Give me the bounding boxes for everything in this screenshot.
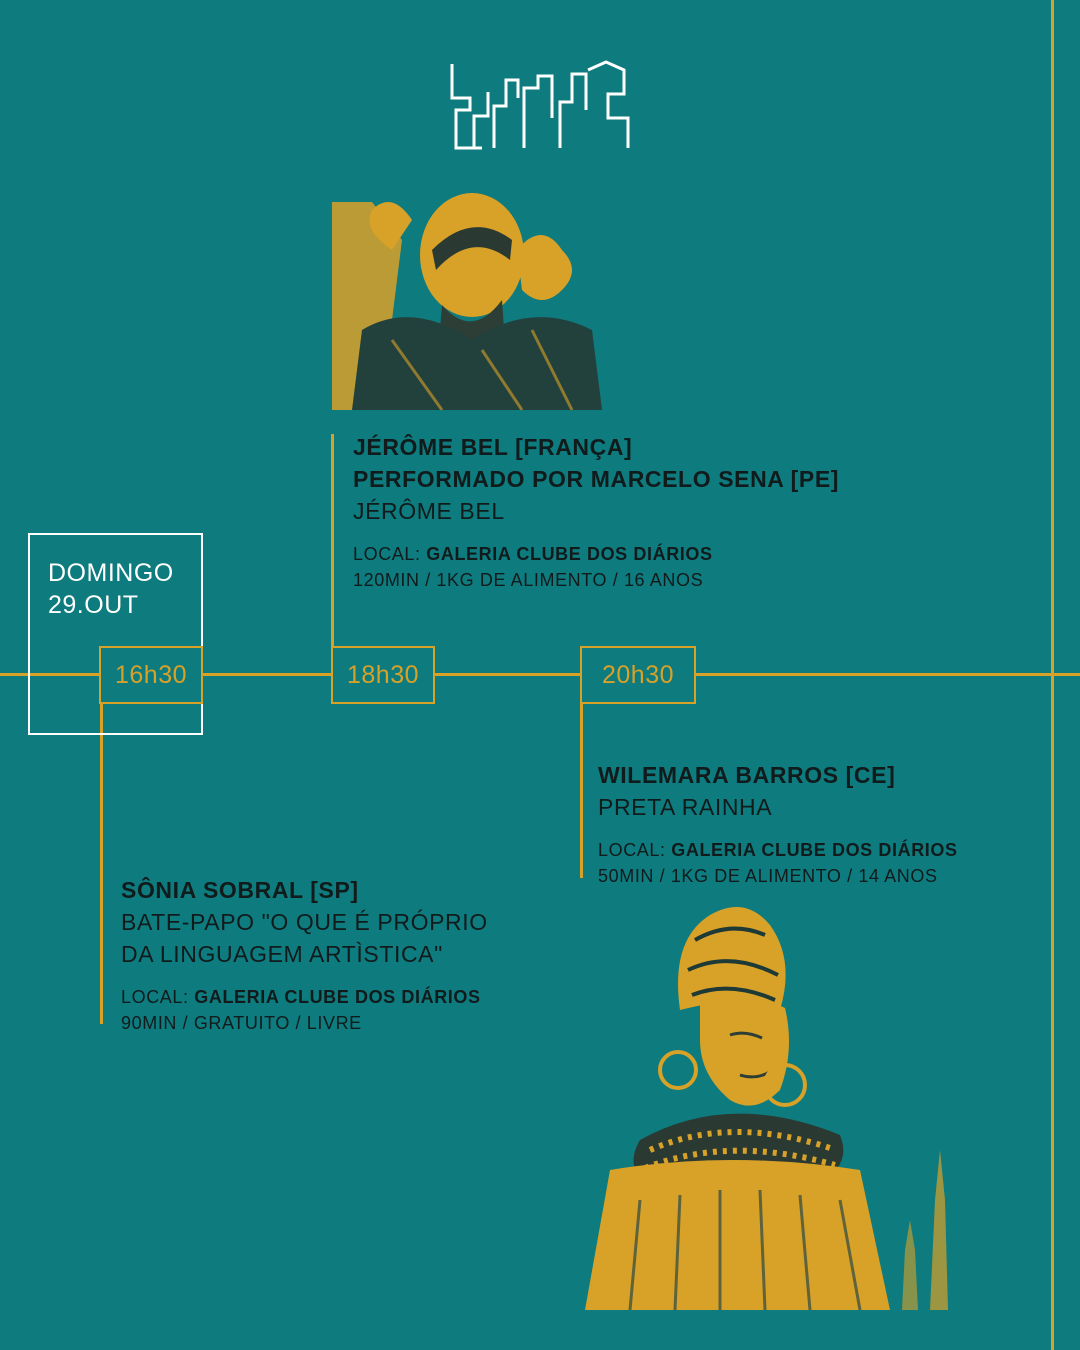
event-1630-local: LOCAL: GALERIA CLUBE DOS DIÁRIOS xyxy=(121,987,481,1007)
connector-line-1830 xyxy=(331,434,334,674)
time-box-2030: 20h30 xyxy=(580,646,696,704)
event-1630-artist: SÔNIA SOBRAL [SP] xyxy=(121,877,359,903)
event-2030-work: PRETA RAINHA xyxy=(598,794,773,820)
date-label xyxy=(48,557,174,621)
time-box-1830: 18h30 xyxy=(331,646,435,704)
event-1830-details: 120MIN / 1KG DE ALIMENTO / 16 ANOS xyxy=(353,570,704,590)
date-text: 29.OUT xyxy=(48,591,139,619)
event-2030-local: LOCAL: GALERIA CLUBE DOS DIÁRIOS xyxy=(598,840,958,860)
event-2030-details: 50MIN / 1KG DE ALIMENTO / 14 ANOS xyxy=(598,866,938,886)
connector-line-2030 xyxy=(580,674,583,878)
event-2030-artist: WILEMARA BARROS [CE] xyxy=(598,762,896,788)
event-1830-artist: JÉRÔME BEL [FRANÇA] xyxy=(353,434,633,460)
event-1630-info xyxy=(121,874,488,1036)
man-portrait-photo xyxy=(332,180,602,410)
time-box-1630: 16h30 xyxy=(99,646,203,704)
event-1630-work-line1: BATE-PAPO "O QUE É PRÓPRIO xyxy=(121,909,488,935)
event-1830-info xyxy=(353,431,839,593)
woman-turban-portrait-photo xyxy=(580,900,960,1310)
event-1830-local: LOCAL: GALERIA CLUBE DOS DIÁRIOS xyxy=(353,544,713,564)
event-1630-details: 90MIN / GRATUITO / LIVRE xyxy=(121,1013,362,1033)
event-2030-info xyxy=(598,759,958,889)
right-border-line xyxy=(1051,0,1054,1350)
weekday-text: DOMINGO xyxy=(48,559,174,587)
festival-logo-icon xyxy=(448,58,632,152)
event-1630-work-line2: DA LINGUAGEM ARTÌSTICA" xyxy=(121,941,443,967)
event-1830-artist-line2: PERFORMADO POR MARCELO SENA [PE] xyxy=(353,466,840,492)
event-1830-work: JÉRÔME BEL xyxy=(353,498,505,524)
